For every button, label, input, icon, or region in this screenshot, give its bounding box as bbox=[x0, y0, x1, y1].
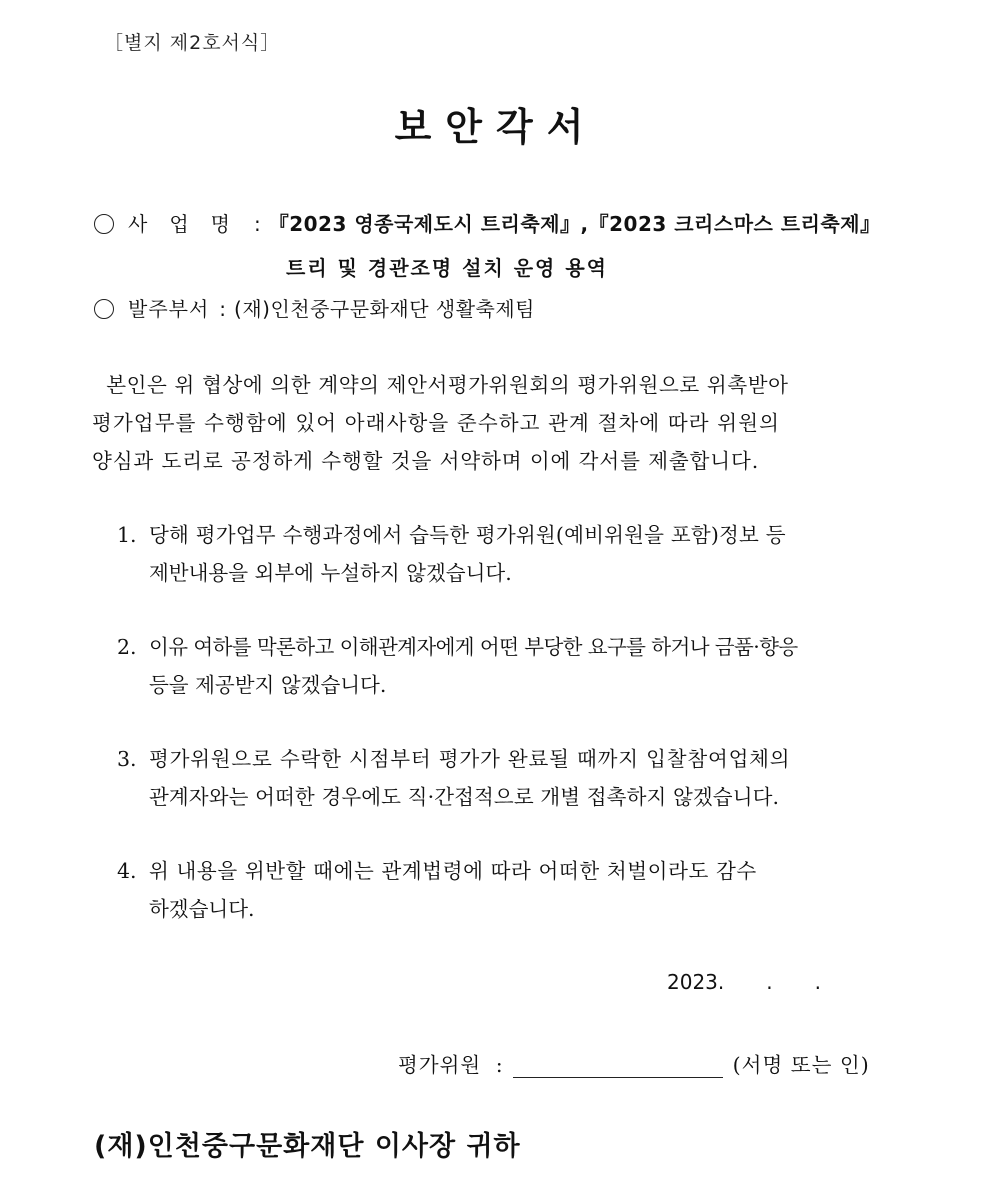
pledge-number: 2. bbox=[117, 635, 137, 659]
pledge-item bbox=[117, 516, 907, 592]
intro-line: 본인은 위 협상에 의한 계약의 제안서평가위원회의 평가위원으로 위촉받아 bbox=[92, 373, 789, 397]
pledge-number: 1. bbox=[117, 523, 137, 547]
client-value: (재)인천중구문화재단 생활축제팀 bbox=[234, 297, 535, 321]
pledge-item bbox=[117, 852, 907, 928]
circle-bullet-icon bbox=[94, 299, 114, 319]
project-row bbox=[94, 208, 881, 237]
pledge-item bbox=[117, 628, 907, 704]
pledge-text-line2: 하겠습니다. bbox=[149, 897, 255, 921]
project-colon: : bbox=[253, 212, 261, 236]
signer-label: 평가위원 bbox=[398, 1053, 482, 1077]
pledge-number: 3. bbox=[117, 747, 137, 771]
date-month-dot: . bbox=[766, 970, 773, 994]
pledge-text-line1: 평가위원으로 수락한 시점부터 평가가 완료될 때까지 입찰참여업체의 bbox=[149, 747, 791, 771]
pledge-text-line2: 관계자와는 어떠한 경우에도 직·간접적으로 개별 접촉하지 않겠습니다. bbox=[149, 785, 780, 809]
intro-line: 평가업무를 수행함에 있어 아래사항을 준수하고 관계 절차에 따라 위원의 bbox=[92, 411, 781, 435]
date-day-dot: . bbox=[814, 970, 821, 994]
pledge-text-line2: 제반내용을 외부에 누설하지 않겠습니다. bbox=[149, 561, 512, 585]
date-year: 2023. bbox=[667, 970, 725, 994]
client-label: 발주부서 bbox=[128, 297, 210, 321]
client-colon: : bbox=[219, 297, 227, 321]
project-name-line2: 트리 및 경관조명 설치 운영 용역 bbox=[286, 256, 608, 280]
pledge-item bbox=[117, 740, 907, 816]
project-name-line1: 『2023 영종국제도시 트리축제』,『2023 크리스마스 트리축제』 bbox=[268, 212, 881, 236]
circle-bullet-icon bbox=[94, 214, 114, 234]
pledge-text-line1: 당해 평가업무 수행과정에서 습득한 평가위원(예비위원을 포함)정보 등 bbox=[149, 523, 786, 547]
signer-suffix: (서명 또는 인) bbox=[732, 1053, 870, 1077]
form-number-tag: ［별지 제2호서식］ bbox=[104, 32, 281, 54]
intro-line: 양심과 도리로 공정하게 수행할 것을 서약하며 이에 각서를 제출합니다. bbox=[92, 449, 760, 473]
pledge-number: 4. bbox=[117, 859, 137, 883]
date-line bbox=[667, 970, 821, 994]
signer-colon: : bbox=[495, 1053, 503, 1077]
pledge-text-line1: 위 내용을 위반할 때에는 관계법령에 따라 어떠한 처벌이라도 감수 bbox=[149, 859, 757, 883]
addressee: (재)인천중구문화재단 이사장 귀하 bbox=[94, 1131, 521, 1162]
signature-field[interactable] bbox=[513, 1055, 723, 1078]
pledge-text-line2: 등을 제공받지 않겠습니다. bbox=[149, 673, 387, 697]
pledge-text-line1: 이유 여하를 막론하고 이해관계자에게 어떤 부당한 요구를 하거나 금품·향응 bbox=[149, 635, 798, 659]
project-label: 사업명 bbox=[128, 212, 252, 236]
document-title: 보안각서 bbox=[394, 105, 598, 149]
signer-line bbox=[398, 1048, 870, 1078]
client-row bbox=[94, 293, 535, 322]
intro-paragraph bbox=[92, 366, 900, 480]
